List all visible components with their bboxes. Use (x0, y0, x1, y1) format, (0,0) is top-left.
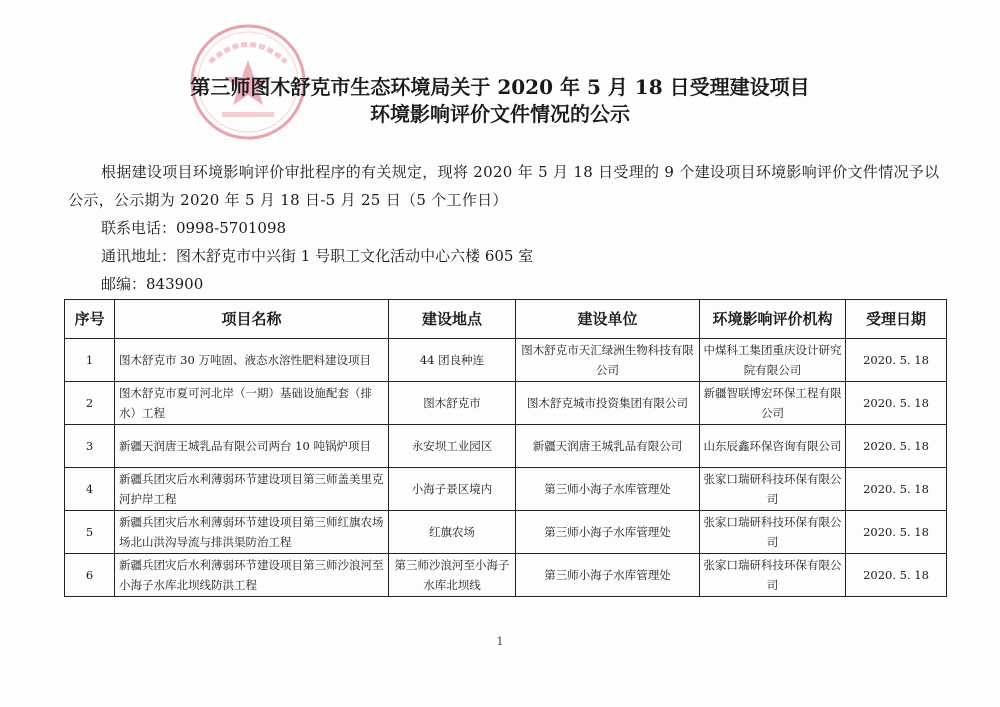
cell-project-name: 图木舒克市夏可河北岸（一期）基础设施配套（排水）工程 (115, 382, 389, 425)
cell-project-name: 新疆天润唐王城乳品有限公司两台 10 吨锅炉项目 (115, 425, 389, 468)
contact-phone: 联系电话：0998-5701098 (101, 219, 287, 237)
cell-date: 2020. 5. 18 (846, 339, 947, 382)
cell-index: 3 (65, 425, 115, 468)
cell-builder: 新疆天润唐王城乳品有限公司 (516, 425, 700, 468)
table-row (65, 339, 947, 382)
project-table (64, 299, 947, 597)
page-number: 1 (496, 635, 504, 648)
cell-index: 5 (65, 511, 115, 554)
cell-eia-agency: 山东辰鑫环保咨询有限公司 (700, 425, 846, 468)
cell-date: 2020. 5. 18 (846, 511, 947, 554)
cell-index: 2 (65, 382, 115, 425)
cell-date: 2020. 5. 18 (846, 382, 947, 425)
table-row (65, 468, 947, 511)
contact-address: 通讯地址：图木舒克市中兴街 1 号职工文化活动中心六楼 605 室 (101, 247, 534, 265)
header-date: 受理日期 (846, 300, 947, 339)
cell-index: 6 (65, 554, 115, 597)
cell-location: 永安坝工业园区 (389, 425, 516, 468)
cell-builder: 图木舒克市天汇绿洲生物科技有限公司 (516, 339, 700, 382)
cell-date: 2020. 5. 18 (846, 425, 947, 468)
cell-date: 2020. 5. 18 (846, 468, 947, 511)
document-title-line-2: 环境影响评价文件情况的公示 (370, 102, 630, 126)
cell-eia-agency: 中煤科工集团重庆设计研究院有限公司 (700, 339, 846, 382)
cell-builder: 第三师小海子水库管理处 (516, 554, 700, 597)
table-header-row (65, 300, 947, 339)
contact-zip: 邮编：843900 (101, 275, 204, 293)
cell-eia-agency: 新疆智联博宏环保工程有限公司 (700, 382, 846, 425)
table-row (65, 425, 947, 468)
header-builder: 建设单位 (516, 300, 700, 339)
cell-index: 1 (65, 339, 115, 382)
cell-index: 4 (65, 468, 115, 511)
cell-builder: 第三师小海子水库管理处 (516, 468, 700, 511)
cell-location: 44 团良种连 (389, 339, 516, 382)
document-title-line-1: 第三师图木舒克市生态环境局关于 2020 年 5 月 18 日受理建设项目 (190, 75, 810, 99)
header-project-name: 项目名称 (115, 300, 389, 339)
cell-location: 图木舒克市 (389, 382, 516, 425)
cell-project-name: 新疆兵团灾后水利薄弱环节建设项目第三师盖美里克河护岸工程 (115, 468, 389, 511)
cell-project-name: 新疆兵团灾后水利薄弱环节建设项目第三师红旗农场场北山洪沟导流与排洪渠防治工程 (115, 511, 389, 554)
cell-builder: 图木舒克城市投资集团有限公司 (516, 382, 700, 425)
header-index: 序号 (65, 300, 115, 339)
table-row (65, 382, 947, 425)
cell-location: 第三师沙浪河至小海子水库北坝线 (389, 554, 516, 597)
cell-date: 2020. 5. 18 (846, 554, 947, 597)
table-row (65, 511, 947, 554)
cell-project-name: 新疆兵团灾后水利薄弱环节建设项目第三师沙浪河至小海子水库北坝线防洪工程 (115, 554, 389, 597)
cell-project-name: 图木舒克市 30 万吨固、液态水溶性肥料建设项目 (115, 339, 389, 382)
cell-builder: 第三师小海子水库管理处 (516, 511, 700, 554)
header-location: 建设地点 (389, 300, 516, 339)
cell-location: 小海子景区境内 (389, 468, 516, 511)
intro-paragraph: 根据建设项目环境影响评价审批程序的有关规定，现将 2020 年 5 月 18 日受理的 9 个建设项目环境影响评价文件情况予以公示，公示期为 2020 年 5 月 18 日-5 月 25 日（5 个工作日） (68, 163, 940, 209)
cell-location: 红旗农场 (389, 511, 516, 554)
cell-eia-agency: 张家口瑞研科技环保有限公司 (700, 511, 846, 554)
header-eia-agency: 环境影响评价机构 (700, 300, 846, 339)
cell-eia-agency: 张家口瑞研科技环保有限公司 (700, 468, 846, 511)
table-row (65, 554, 947, 597)
cell-eia-agency: 张家口瑞研科技环保有限公司 (700, 554, 846, 597)
